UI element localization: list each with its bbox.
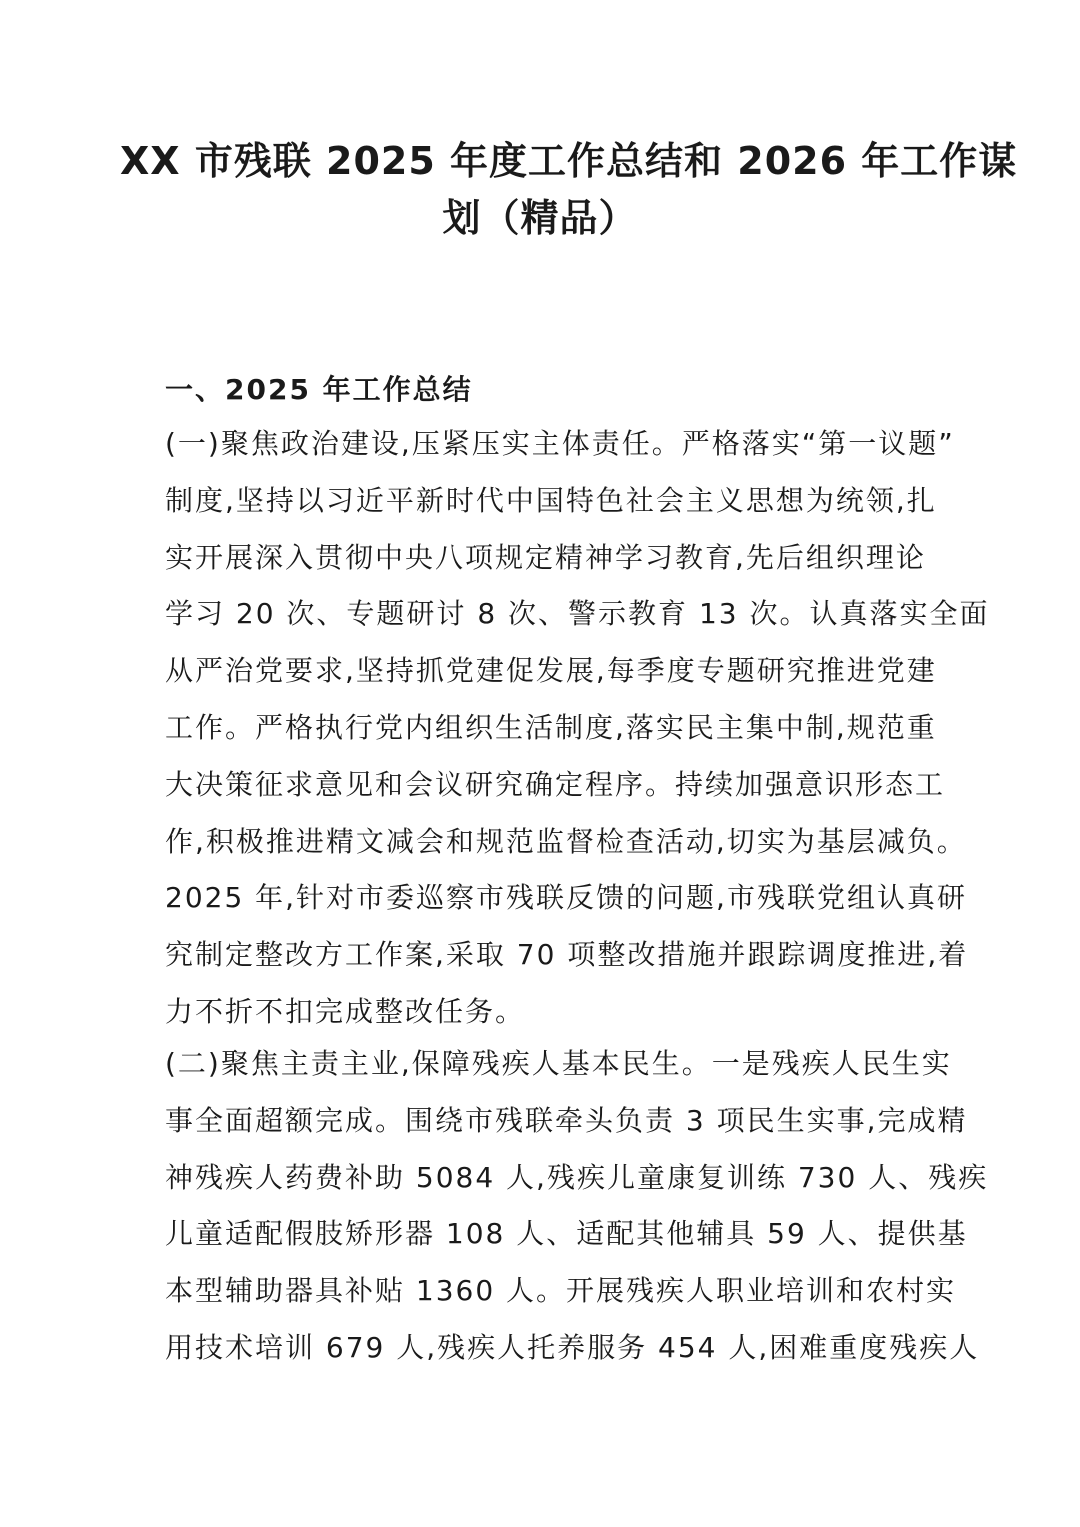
paragraph-2-line: (二)聚焦主责主业,保障残疾人基本民生。一是残疾人民生实 xyxy=(165,1047,952,1080)
paragraph-1-line: 实开展深入贯彻中央八项规定精神学习教育,先后组织理论 xyxy=(165,540,926,574)
paragraph-2-line: 事全面超额完成。围绕市残联牵头负责 3 项民生实事,完成精 xyxy=(165,1103,968,1137)
paragraph-2-line: 神残疾人药费补助 5084 人,残疾儿童康复训练 730 人、残疾 xyxy=(165,1160,989,1194)
paragraph-1-line: 学习 20 次、专题研讨 8 次、警示教育 13 次。认真落实全面 xyxy=(165,597,990,631)
paragraph-2-line: 用技术培训 679 人,残疾人托养服务 454 人,困难重度残疾人 xyxy=(165,1330,980,1364)
paragraph-1-line: (一)聚焦政治建设,压紧压实主体责任。严格落实“第一议题” xyxy=(165,427,955,460)
paragraph-1-line: 工作。严格执行党内组织生活制度,落实民主集中制,规范重 xyxy=(165,710,937,744)
paragraph-2-line: 本型辅助器具补贴 1360 人。开展残疾人职业培训和农村实 xyxy=(165,1274,957,1308)
paragraph-1-line: 力不折不扣完成整改任务。 xyxy=(165,994,526,1028)
paragraph-2-line: 儿童适配假肢矫形器 108 人、适配其他辅具 59 人、提供基 xyxy=(165,1217,968,1251)
paragraph-1-line: 制度,坚持以习近平新时代中国特色社会主义思想为统领,扎 xyxy=(165,483,937,517)
title-line-1: XX 市残联 2025 年度工作总结和 2026 年工作谋 xyxy=(120,139,1018,183)
paragraph-1-line: 究制定整改方工作案,采取 70 项整改措施并跟踪调度推进,着 xyxy=(165,938,969,972)
paragraph-2 xyxy=(165,1036,989,1377)
paragraph-1-line: 从严治党要求,坚持抓党建促发展,每季度专题研究推进党建 xyxy=(165,654,937,688)
paragraph-1-line: 大决策征求意见和会议研究确定程序。持续加强意识形态工 xyxy=(165,767,946,801)
paragraph-1 xyxy=(165,416,990,1041)
document-title xyxy=(120,133,1018,247)
paragraph-1-line: 作,积极推进精文减会和规范监督检查活动,切实为基层减负。 xyxy=(165,824,967,858)
paragraph-1-line: 2025 年,针对市委巡察市残联反馈的问题,市残联党组认真研 xyxy=(165,881,967,915)
section-heading-1: 一、2025 年工作总结 xyxy=(165,373,473,406)
title-line-2: 划（精品） xyxy=(442,196,638,240)
